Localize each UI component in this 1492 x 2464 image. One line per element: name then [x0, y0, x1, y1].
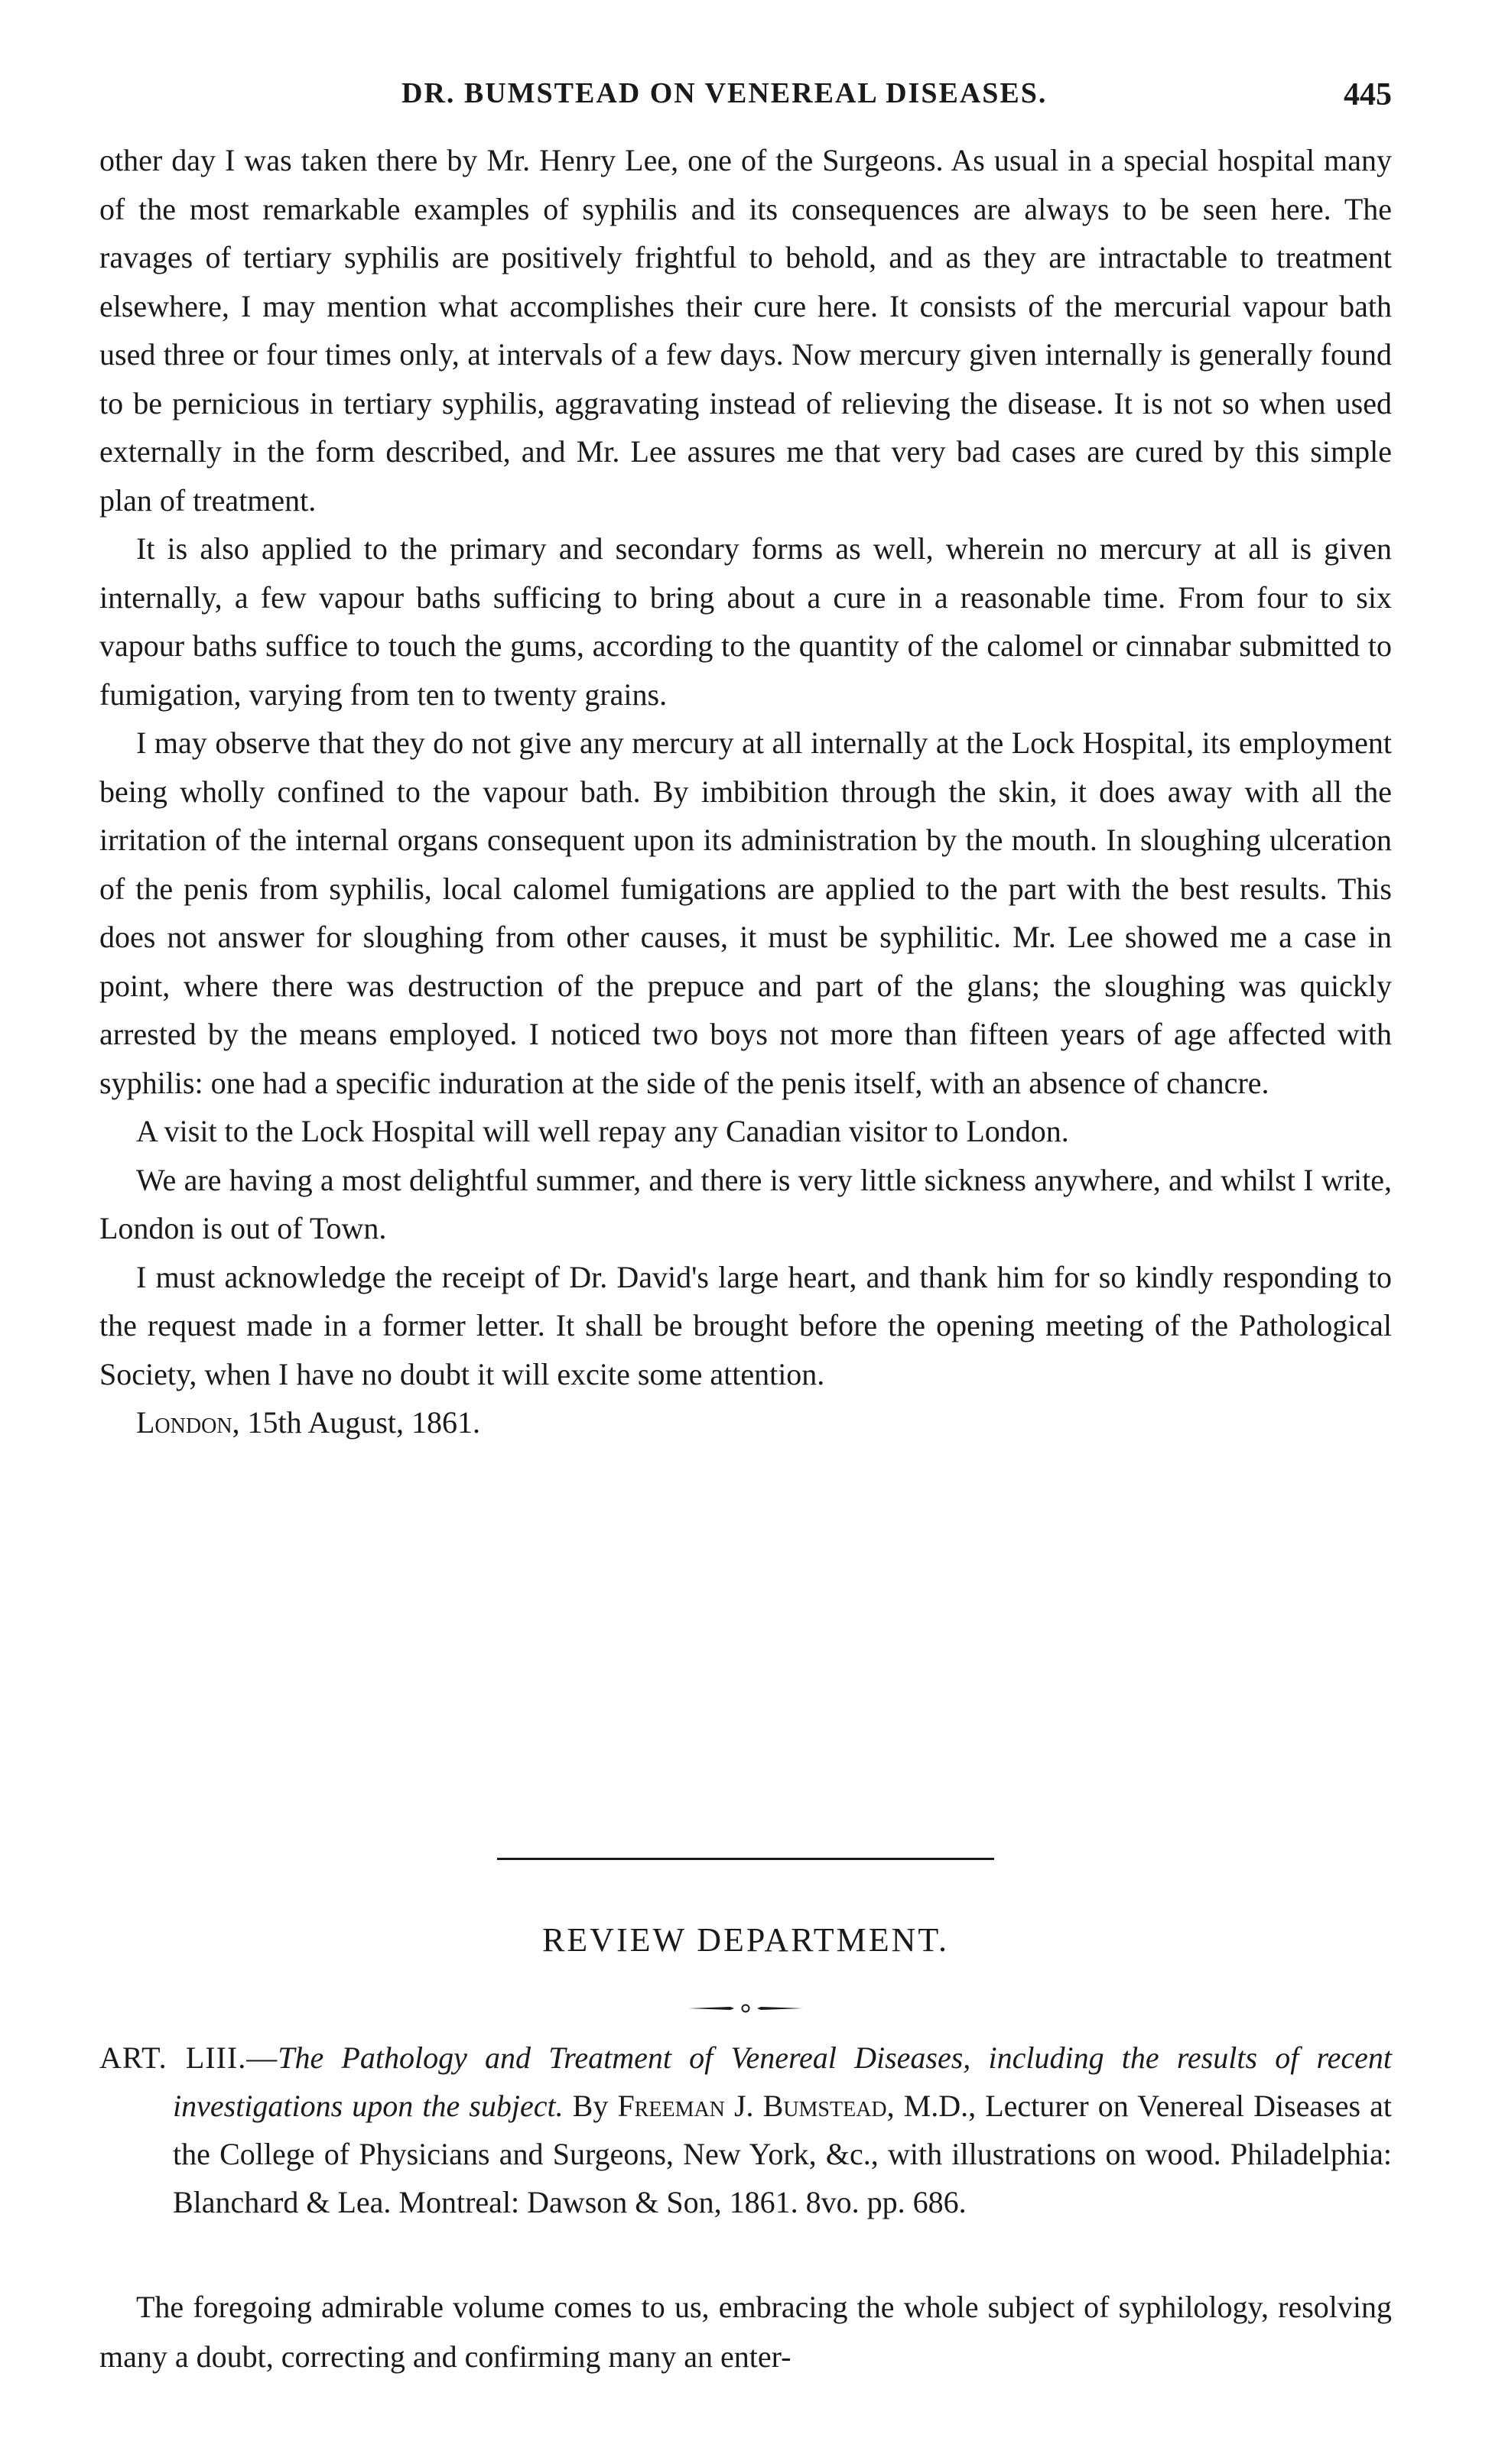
review-opening-paragraph: The foregoing admirable volume comes to us, embracing the whole subject of syphilology, resolving many a doubt, correcting and confirming many an enter-: [99, 2290, 1392, 2374]
paragraph-vapour-bath-treatment: I may observe that they do not give any mercury at all internally at the Lock Hospital, its employment being wholly confined to the vapour bath. By imbibition through the skin, it does away with all the irritation of the internal organs consequent upon its administration by the mouth. In sloughing ulceration of the penis from syphilis, local calomel fumigations are applied to the part with the best results. This does not answer for sloughing from other causes, it must be syphilitic. Mr. Lee showed me a case in point, where there was destruction of the prepuce and part of the glans; the sloughing was quickly arrested by the means employed. I noticed two boys not more than fifteen years of age affected with syphilis: one had a specific induration at the side of the penis itself, with an absence of chancre.: [99, 726, 1392, 1100]
paragraph-lock-hospital-visit: other day I was taken there by Mr. Henry Lee, one of the Surgeons. As usual in a special hospital many of the most remarkable examples of syphilis and its consequences are always to be seen here. The ravages of tertiary syphilis are positively frightful to behold, and as they are intractable to treatment elsewhere, I may mention what accomplishes their cure here. It consists of the mercurial vapour bath used three or four times only, at intervals of a few days. Now mercury given internally is generally found to be pernicious in tertiary syphilis, aggravating instead of relieving the disease. It is not so when used externally in the form described, and Mr. Lee assures me that very bad cases are cured by this simple plan of treatment.: [99, 143, 1392, 518]
section-heading: REVIEW DEPARTMENT.: [541, 1921, 950, 1959]
letter-signoff: [99, 1398, 1392, 1447]
paragraph-primary-secondary-forms: It is also applied to the primary and secondary forms as well, wherein no mercury at all is given internally, a few vapour baths sufficing to bring about a cure in a reasonable time. From four to six vapour baths suffice to touch the gums, according to the quantity of the calomel or cinnabar submitted to fumigation, varying from ten to twenty grains.: [99, 531, 1392, 712]
paragraph-summer-weather: We are having a most delightful summer, and there is very little sickness anywhere, and whilst I write, London is out of Town.: [99, 1162, 1392, 1245]
review-opening: [99, 2282, 1392, 2381]
article-citation: [99, 2034, 1392, 2226]
article-by: By: [563, 2089, 618, 2123]
paragraph-visit-recommendation: A visit to the Lock Hospital will well repay any Canadian visitor to London.: [136, 1114, 1069, 1148]
running-head: [99, 76, 1392, 122]
signoff-date: , 15th August, 1861.: [232, 1405, 481, 1440]
review-article: [99, 2034, 1392, 2226]
article-author: Freeman J. Bumstead: [617, 2089, 887, 2123]
page-number: 445: [1344, 77, 1392, 112]
running-title: DR. BUMSTEAD ON VENEREAL DISEASES.: [401, 77, 1048, 109]
letter-body: [99, 136, 1392, 1447]
section-divider: [497, 1858, 994, 1860]
article-title: The Pathology and Treatment of Venereal Diseases, including the results of recent investigations upon the subject.: [173, 2040, 1392, 2123]
paragraph-acknowledgement: I must acknowledge the receipt of Dr. David's large heart, and thank him for so kindly responding to the request made in a former letter. It shall be brought before the opening meeting of the Pathological Society, when I have no doubt it will excite some attention.: [99, 1259, 1392, 1391]
signoff-place: London: [136, 1405, 232, 1440]
article-label: ART. LIII.—: [99, 2040, 278, 2075]
ornament-divider: [688, 2003, 803, 2014]
article-details: , M.D., Lecturer on Venereal Diseases at the College of Physicians and Surgeons, New York, &c., with illustrations on wood. Philadelphia: Blanchard & Lea. Montreal: Dawson & Son, 1861. 8vo. pp. 686.: [173, 2089, 1392, 2219]
